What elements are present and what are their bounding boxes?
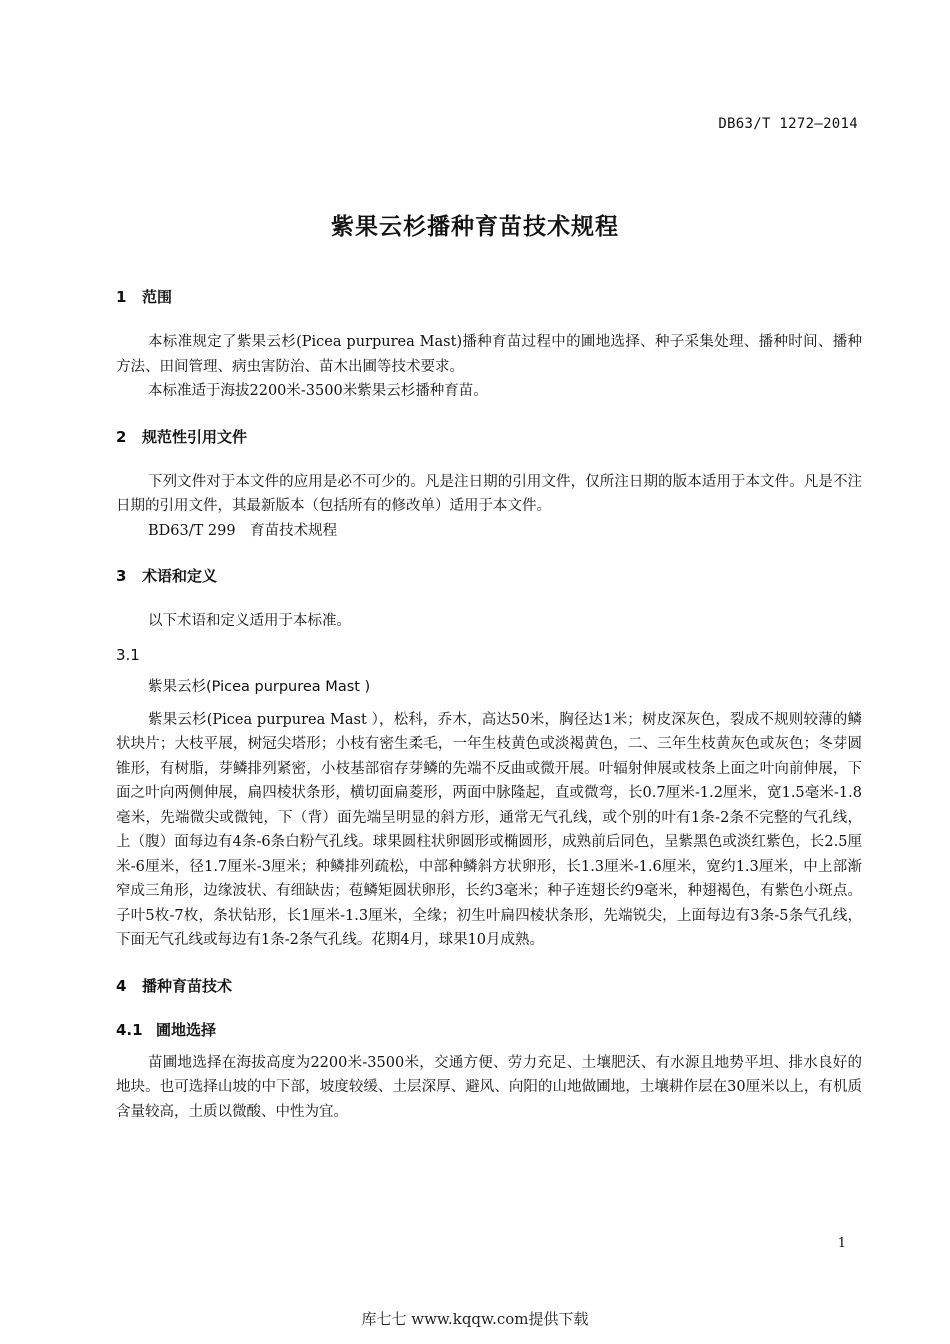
section-2-heading (116, 426, 862, 448)
section-1-paragraph: 本标准规定了紫果云杉(Picea purpurea Mast)播种育苗过程中的圃地选择、种子采集处理、播种时间、播种方法、田间管理、病虫害防治、苗木出圃等技术要求。 (116, 334, 862, 375)
section-title: 范围 (142, 288, 173, 306)
subsection-number: 3.1 (116, 645, 140, 664)
term-definition: 紫果云杉(Picea purpurea Mast ），松科，乔木，高达50米，胸径达1米；树皮深灰色，裂成不规则较薄的鳞状块片；大枝平展，树冠尖塔形；小枝有密生柔毛，一年生枝黄色或淡褐黄色，二、三年生枝黄灰色或灰色；冬芽圆锥形，有树脂，芽鳞排列紧密，小枝基部宿存芽鳞的先端不反曲或微开展。叶辐射伸展或枝条上面之叶向前伸展，下面之叶向两侧伸展，扁四棱状条形，横切面扁菱形，两面中脉隆起，直或微弯，长0.7厘米-1.2厘米，宽1.5毫米-1.8毫米，先端微尖或微钝，下（背）面先端呈明显的斜方形，通常无气孔线，或个别的叶有1条-2条不完整的气孔线，上（腹）面每边有4条-6条白粉气孔线。球果圆柱状卵圆形或椭圆形，成熟前后同色，呈紫黑色或淡红紫色，长2.5厘米-6厘米，径1.7厘米-3厘米；种鳞排列疏松，中部种鳞斜方状卵形，长1.3厘米-1.6厘米，宽约1.3厘米，中上部渐窄成三角形，边缘波状、有细缺齿；苞鳞矩圆状卵形，长约3毫米；种子连翅长约9毫米，种翅褐色，有紫色小斑点。子叶5枚-7枚，条状钻形，长1厘米-1.3厘米，全缘；初生叶扁四棱状条形，先端锐尖，上面每边有3条-5条气孔线，下面无气孔线或每边有1条-2条气孔线。花期4月，球果10月成熟。 (116, 711, 862, 948)
term-name: 紫果云杉(Picea purpurea Mast ) (148, 678, 371, 695)
subsection-title: 圃地选择 (156, 1020, 217, 1039)
section-title: 规范性引用文件 (142, 427, 248, 446)
section-number: 3 (116, 567, 127, 585)
section-number: 4 (116, 976, 127, 995)
section-3-paragraph: 以下术语和定义适用于本标准。 (148, 613, 351, 629)
section-4-paragraph: 苗圃地选择在海拔高度为2200米-3500米，交通方便、劳力充足、土壤肥沃、有水源且地势平坦、排水良好的地块。也可选择山坡的中下部，坡度较缓、土层深厚、避风、向阳的山地做圃地，土壤耕作层在30厘米以上，有机质含量较高，土质以微酸、中性为宜。 (116, 1054, 862, 1120)
subsection-number: 4.1 (116, 1020, 143, 1039)
section-1-paragraph: 本标准适于海拔2200米-3500米紫果云杉播种育苗。 (148, 383, 488, 399)
section-number: 2 (116, 427, 127, 446)
section-4-heading (116, 975, 862, 997)
section-2-paragraph: 下列文件对于本文件的应用是必不可少的。凡是注日期的引用文件，仅所注日期的版本适用于本文件。凡是不注日期的引用文件，其最新版本（包括所有的修改单）适用于本文件。 (116, 473, 862, 514)
section-title: 播种育苗技术 (142, 976, 233, 995)
document-body (116, 286, 862, 1124)
page-number: 1 (837, 1236, 846, 1251)
section-3-heading (116, 565, 862, 587)
subsection-4-1-heading (116, 1019, 862, 1041)
section-1-heading (116, 286, 862, 308)
normative-reference: BD63/T 299 育苗技术规程 (148, 522, 338, 539)
page-title: 紫果云杉播种育苗技术规程 (331, 214, 619, 240)
section-title: 术语和定义 (142, 567, 218, 585)
document-code: DB63/T 1272—2014 (718, 116, 858, 132)
section-number: 1 (116, 288, 127, 306)
footer-source: 库七七 www.kqqw.com提供下载 (361, 1310, 589, 1328)
subsection-3-1-heading (116, 644, 862, 666)
